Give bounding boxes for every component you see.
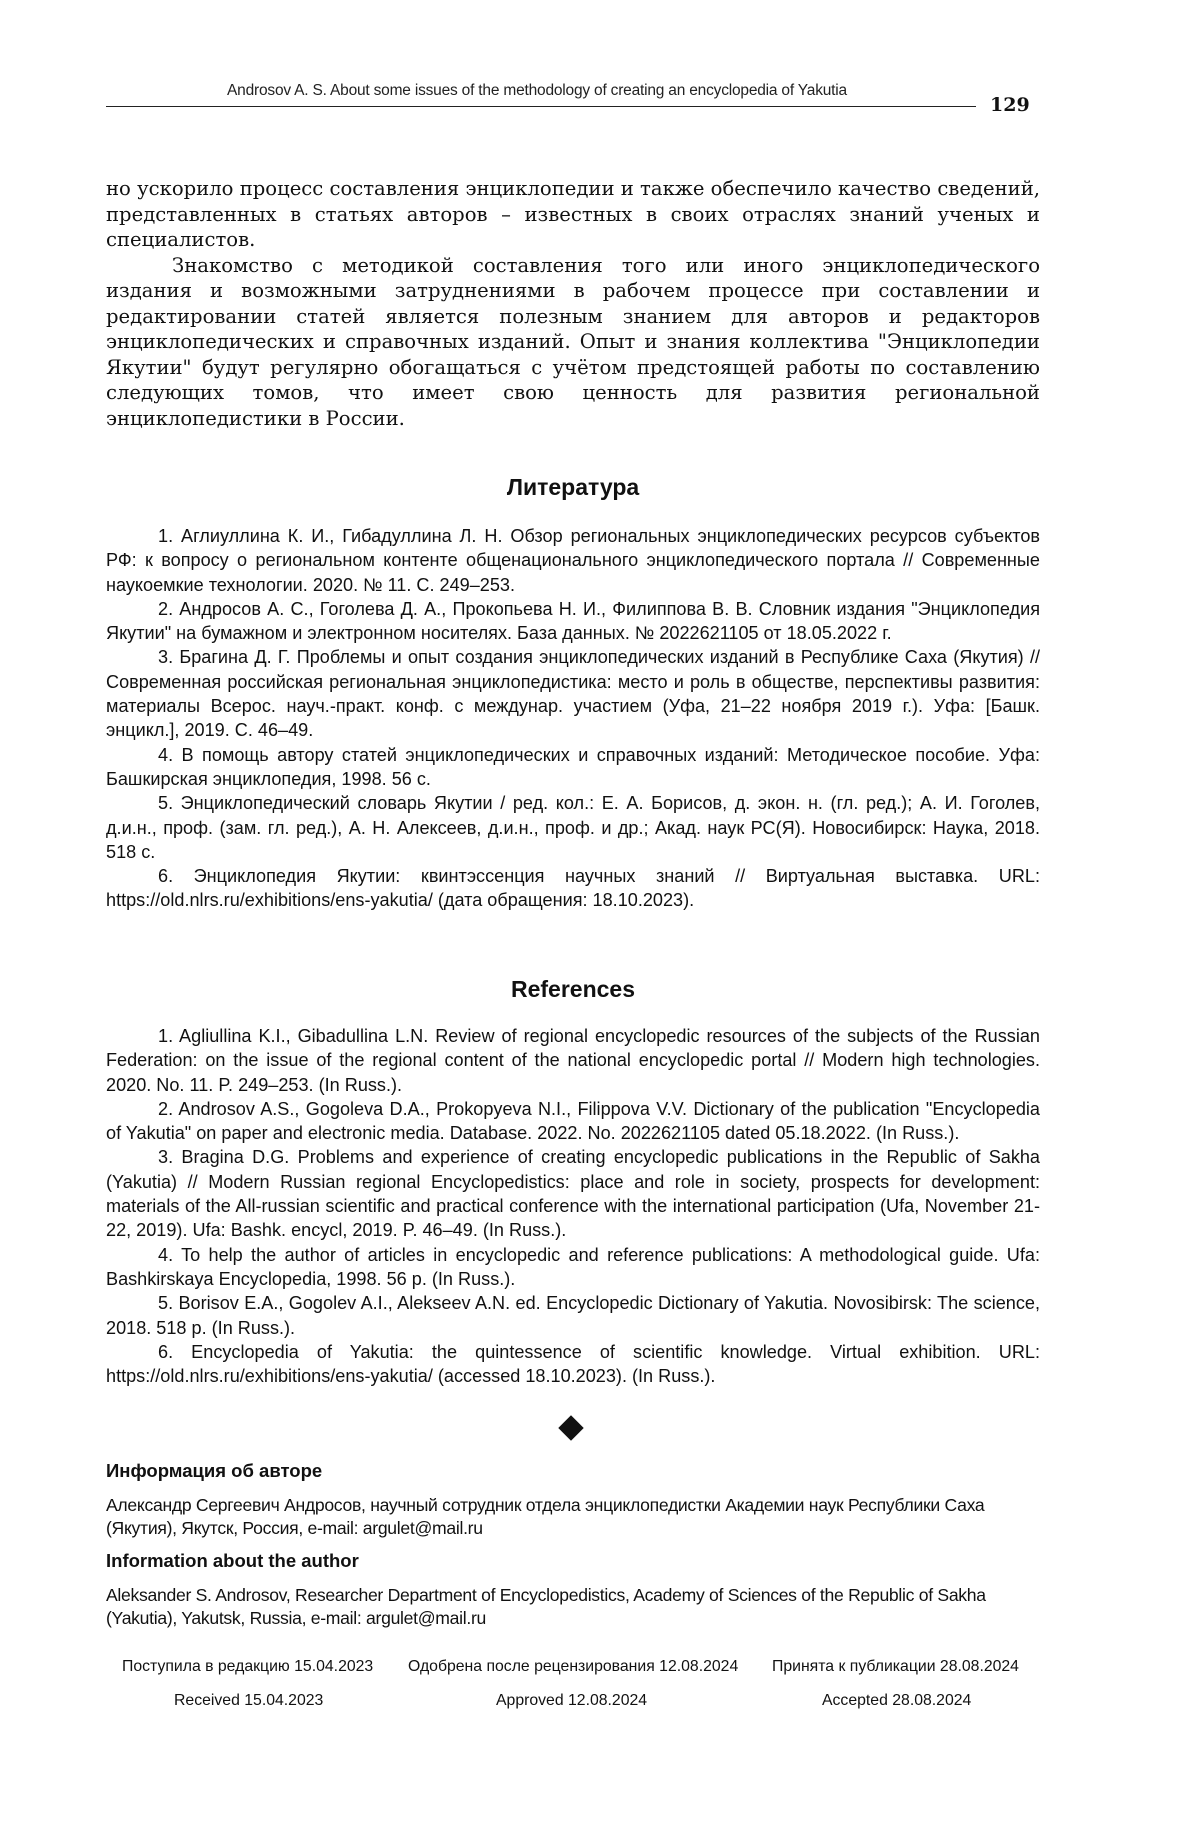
approved-date-en: Approved 12.08.2024 xyxy=(496,1692,648,1709)
literature-item: 1. Аглиуллина К. И., Гибадуллина Л. Н. Обзор региональных энциклопедических ресурсов субъектов РФ: к вопросу о региональном контенте общенационального энциклопедического портала // Современные наукоемкие технологии. 2020. № 11. С. 249–253. xyxy=(106,526,1040,595)
body-paragraph: но ускорило процесс составления энциклопедии и также обеспечило качество сведений, представленных в статьях авторов – известных в своих отраслях знаний ученых и специалистов. xyxy=(106,177,1040,251)
header-rule xyxy=(106,106,976,107)
author-info-heading-en: Information about the author xyxy=(106,1550,359,1571)
literature-item: 6. Энциклопедия Якутии: квинтэссенция научных знаний // Виртуальная выставка. URL: https://old.nlrs.ru/exhibitions/ens-yakutia/ (дата обращения: 18.10.2023). xyxy=(106,866,1040,911)
page-number: 129 xyxy=(990,94,1030,116)
reference-item: 5. Borisov E.A., Gogolev A.I., Alekseev A.N. ed. Encyclopedic Dictionary of Yakutia. Novosibirsk: The science, 2018. 518 p. (In Russ.). xyxy=(106,1293,1040,1338)
literature-list xyxy=(106,524,1040,913)
literature-item: 2. Андросов А. С., Гоголева Д. А., Прокопьева Н. И., Филиппова В. В. Словник издания "Энциклопедия Якутии" на бумажном и электронном носителях. База данных. № 2022621105 от 18.05.2022 г. xyxy=(106,598,1040,644)
received-date-en: Received 15.04.2023 xyxy=(174,1692,324,1709)
references-list xyxy=(106,1024,1040,1388)
running-title: Androsov A. S. About some issues of the methodology of creating an encyclopedia of Yakutia xyxy=(227,82,847,99)
author-info-text-ru: Александр Сергеевич Андросов, научный сотрудник отдела энциклопедистки Академии наук Республики Саха (Якутия), Якутск, Россия, e-mail: argulet@mail.ru xyxy=(106,1495,985,1538)
reference-item: 6. Encyclopedia of Yakutia: the quintessence of scientific knowledge. Virtual exhibition. URL: https://old.nlrs.ru/exhibitions/ens-yakutia/ (accessed 18.10.2023). (In Russ.). xyxy=(106,1341,1040,1387)
reference-item: 3. Bragina D.G. Problems and experience of creating encyclopedic publications in the Republic of Sakha (Yakutia) // Modern Russian regional Encyclopedistics: place and role in society, prospects for development: materials of the All-russian scientific and practical conference with the international participation (Ufa, November 21-22, 2019). Ufa: Bashk. encycl, 2019. P. 46–49. (In Russ.). xyxy=(106,1147,1040,1241)
approved-date-ru: Одобрена после рецензирования 12.08.2024 xyxy=(408,1658,739,1675)
reference-item: 2. Androsov A.S., Gogoleva D.A., Prokopyeva N.I., Filippova V.V. Dictionary of the publication "Encyclopedia of Yakutia" on paper and electronic media. Database. 2022. No. 2022621105 dated 05.18.2022. (In Russ.). xyxy=(106,1098,1040,1144)
literature-item: 4. В помощь автору статей энциклопедических и справочных изданий: Методическое пособие. Уфа: Башкирская энциклопедия, 1998. 56 с. xyxy=(106,744,1040,789)
article-body xyxy=(106,176,1040,431)
references-heading: References xyxy=(510,976,636,1002)
reference-item: 1. Agliullina K.I., Gibadullina L.N. Review of regional encyclopedic resources of the subjects of the Russian Federation: on the issue of the regional content of the national encyclopedic portal // Modern high technologies. 2020. No. 11. P. 249–253. (In Russ.). xyxy=(106,1026,1040,1095)
reference-item: 4. To help the author of articles in encyclopedic and reference publications: A methodological guide. Ufa: Bashkirskaya Encyclopedia, 1998. 56 p. (In Russ.). xyxy=(106,1244,1040,1289)
literature-item: 5. Энциклопедический словарь Якутии / ред. кол.: Е. А. Борисов, д. экон. н. (гл. ред.); А. И. Гоголев, д.и.н., проф. (зам. гл. ред.), А. Н. Алексеев, д.и.н., проф. и др.; Акад. наук РС(Я). Новосибирск: Наука, 2018. 518 с. xyxy=(106,793,1040,862)
author-info-heading-ru: Информация об авторе xyxy=(106,1460,323,1481)
literature-heading: Литература xyxy=(506,474,640,500)
section-divider-diamond-icon xyxy=(558,1415,583,1440)
accepted-date-ru: Принята к публикации 28.08.2024 xyxy=(772,1658,1019,1675)
literature-item: 3. Брагина Д. Г. Проблемы и опыт создания энциклопедических изданий в Республике Саха (Якутия) // Современная российская региональная энциклопедистика: место и роль в обществе, перспективы развития: материалы Всерос. науч.-практ. конф. с междунар. участием (Уфа, 21–22 ноября 2019 г.). Уфа: [Башк. энцикл.], 2019. С. 46–49. xyxy=(106,647,1040,741)
accepted-date-en: Accepted 28.08.2024 xyxy=(822,1692,972,1709)
received-date-ru: Поступила в редакцию 15.04.2023 xyxy=(122,1658,374,1675)
body-paragraph: Знакомство с методикой составления того или иного энциклопедического издания и возможными затруднениями в рабочем процессе при составлении и редактировании статей является полезным знанием для авторов и редакторов энциклопедических и справочных изданий. Опыт и знания коллектива "Энциклопедии Якутии" будут регулярно обогащаться с учётом предстоящей работы по составлению следующих томов, что имеет свою ценность для развития региональной энциклопедистики в России. xyxy=(106,253,1040,430)
author-info-text-en: Aleksander S. Androsov, Researcher Department of Encyclopedistics, Academy of Sciences of the Republic of Sakha (Yakutia), Yakutsk, Russia, e-mail: argulet@mail.ru xyxy=(106,1585,986,1628)
